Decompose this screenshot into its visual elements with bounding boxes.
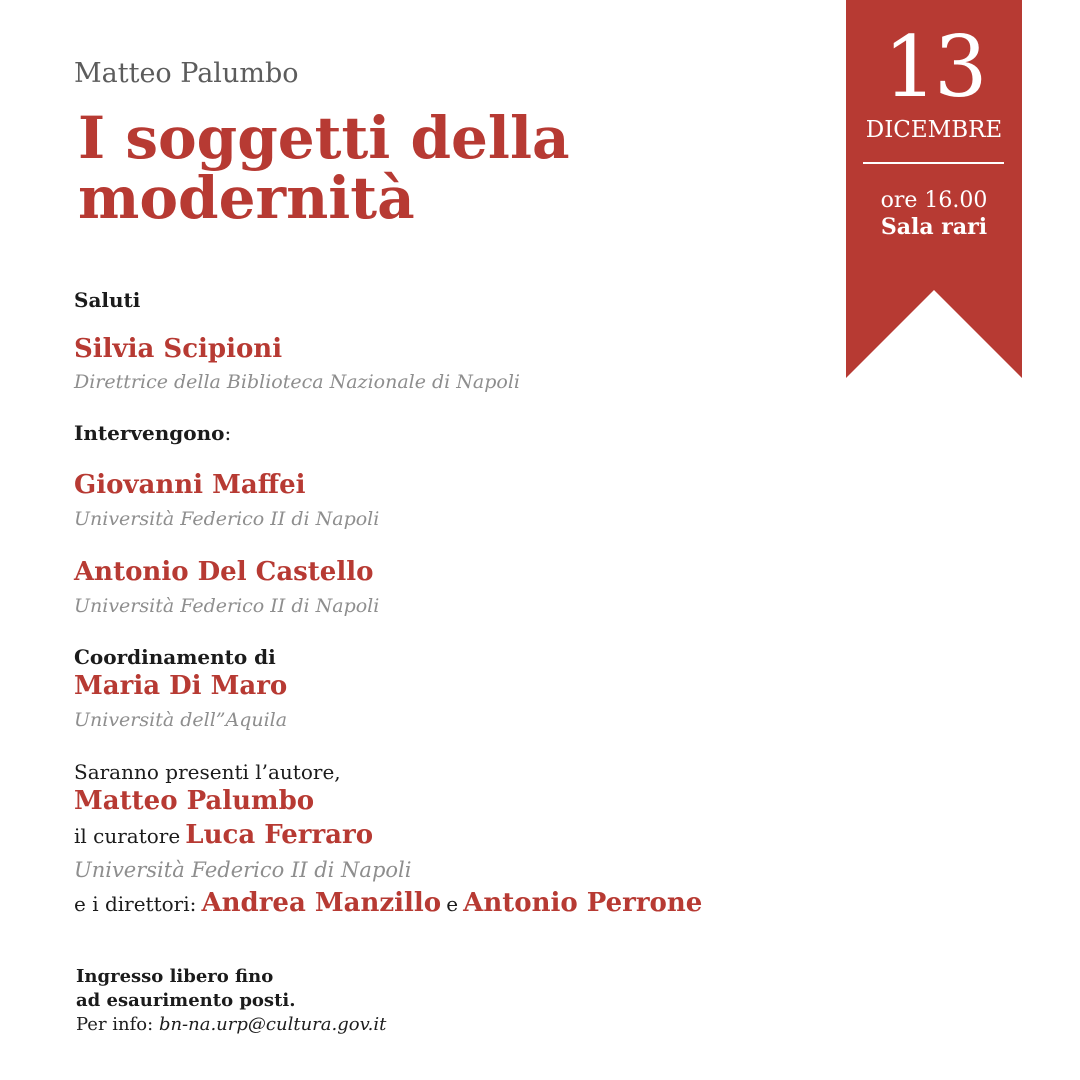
speakers-label-text: Intervengono [74,421,225,445]
presence-intro: Saranno presenti l’autore, [74,760,341,784]
title-line-1: I soggetti della [78,104,570,172]
directors-prefix: e i direttori: [74,892,197,916]
coordinator-affiliation: Università dell”Aquila [74,709,288,731]
curator-line [74,820,373,850]
speaker-name: Antonio Del Castello [74,557,374,587]
footer-info [76,1014,386,1035]
ribbon-divider [863,162,1004,164]
curator-affiliation: Università Federico II di Napoli [74,858,412,882]
greetings-label: Saluti [74,288,141,312]
footer-entry-line2: ad esaurimento posti. [76,990,296,1011]
title-line-2: modernità [78,164,415,232]
author-heading: Matteo Palumbo [74,58,299,89]
info-prefix: Per info: [76,1014,154,1035]
speakers-label [74,421,231,445]
date-day: 13 [883,18,985,116]
director-name: Andrea Manzillo [201,888,442,918]
directors-line [74,888,702,918]
speakers-label-colon: : [224,421,232,445]
event-title [78,104,678,232]
event-room: Sala rari [880,214,988,240]
greeter-role: Direttrice della Biblioteca Nazionale di Napoli [74,371,520,393]
coordination-label: Coordinamento di [74,645,276,669]
curator-prefix: il curatore [74,824,181,848]
greeter-name: Silvia Scipioni [74,334,283,364]
info-email[interactable]: bn-na.urp@cultura.gov.it [158,1014,387,1035]
speaker-affiliation: Università Federico II di Napoli [74,508,380,530]
directors-join: e [446,892,459,916]
event-time: ore 16.00 [880,188,988,213]
date-month: DICEMBRE [865,117,1003,143]
footer-entry-line1: Ingresso libero fino [76,966,274,987]
coordinator-name: Maria Di Maro [74,671,288,701]
director-name: Antonio Perrone [463,888,703,918]
presence-author: Matteo Palumbo [74,786,315,816]
speaker-name: Giovanni Maffei [74,470,306,500]
speaker-affiliation: Università Federico II di Napoli [74,595,380,617]
curator-name: Luca Ferraro [185,820,374,850]
